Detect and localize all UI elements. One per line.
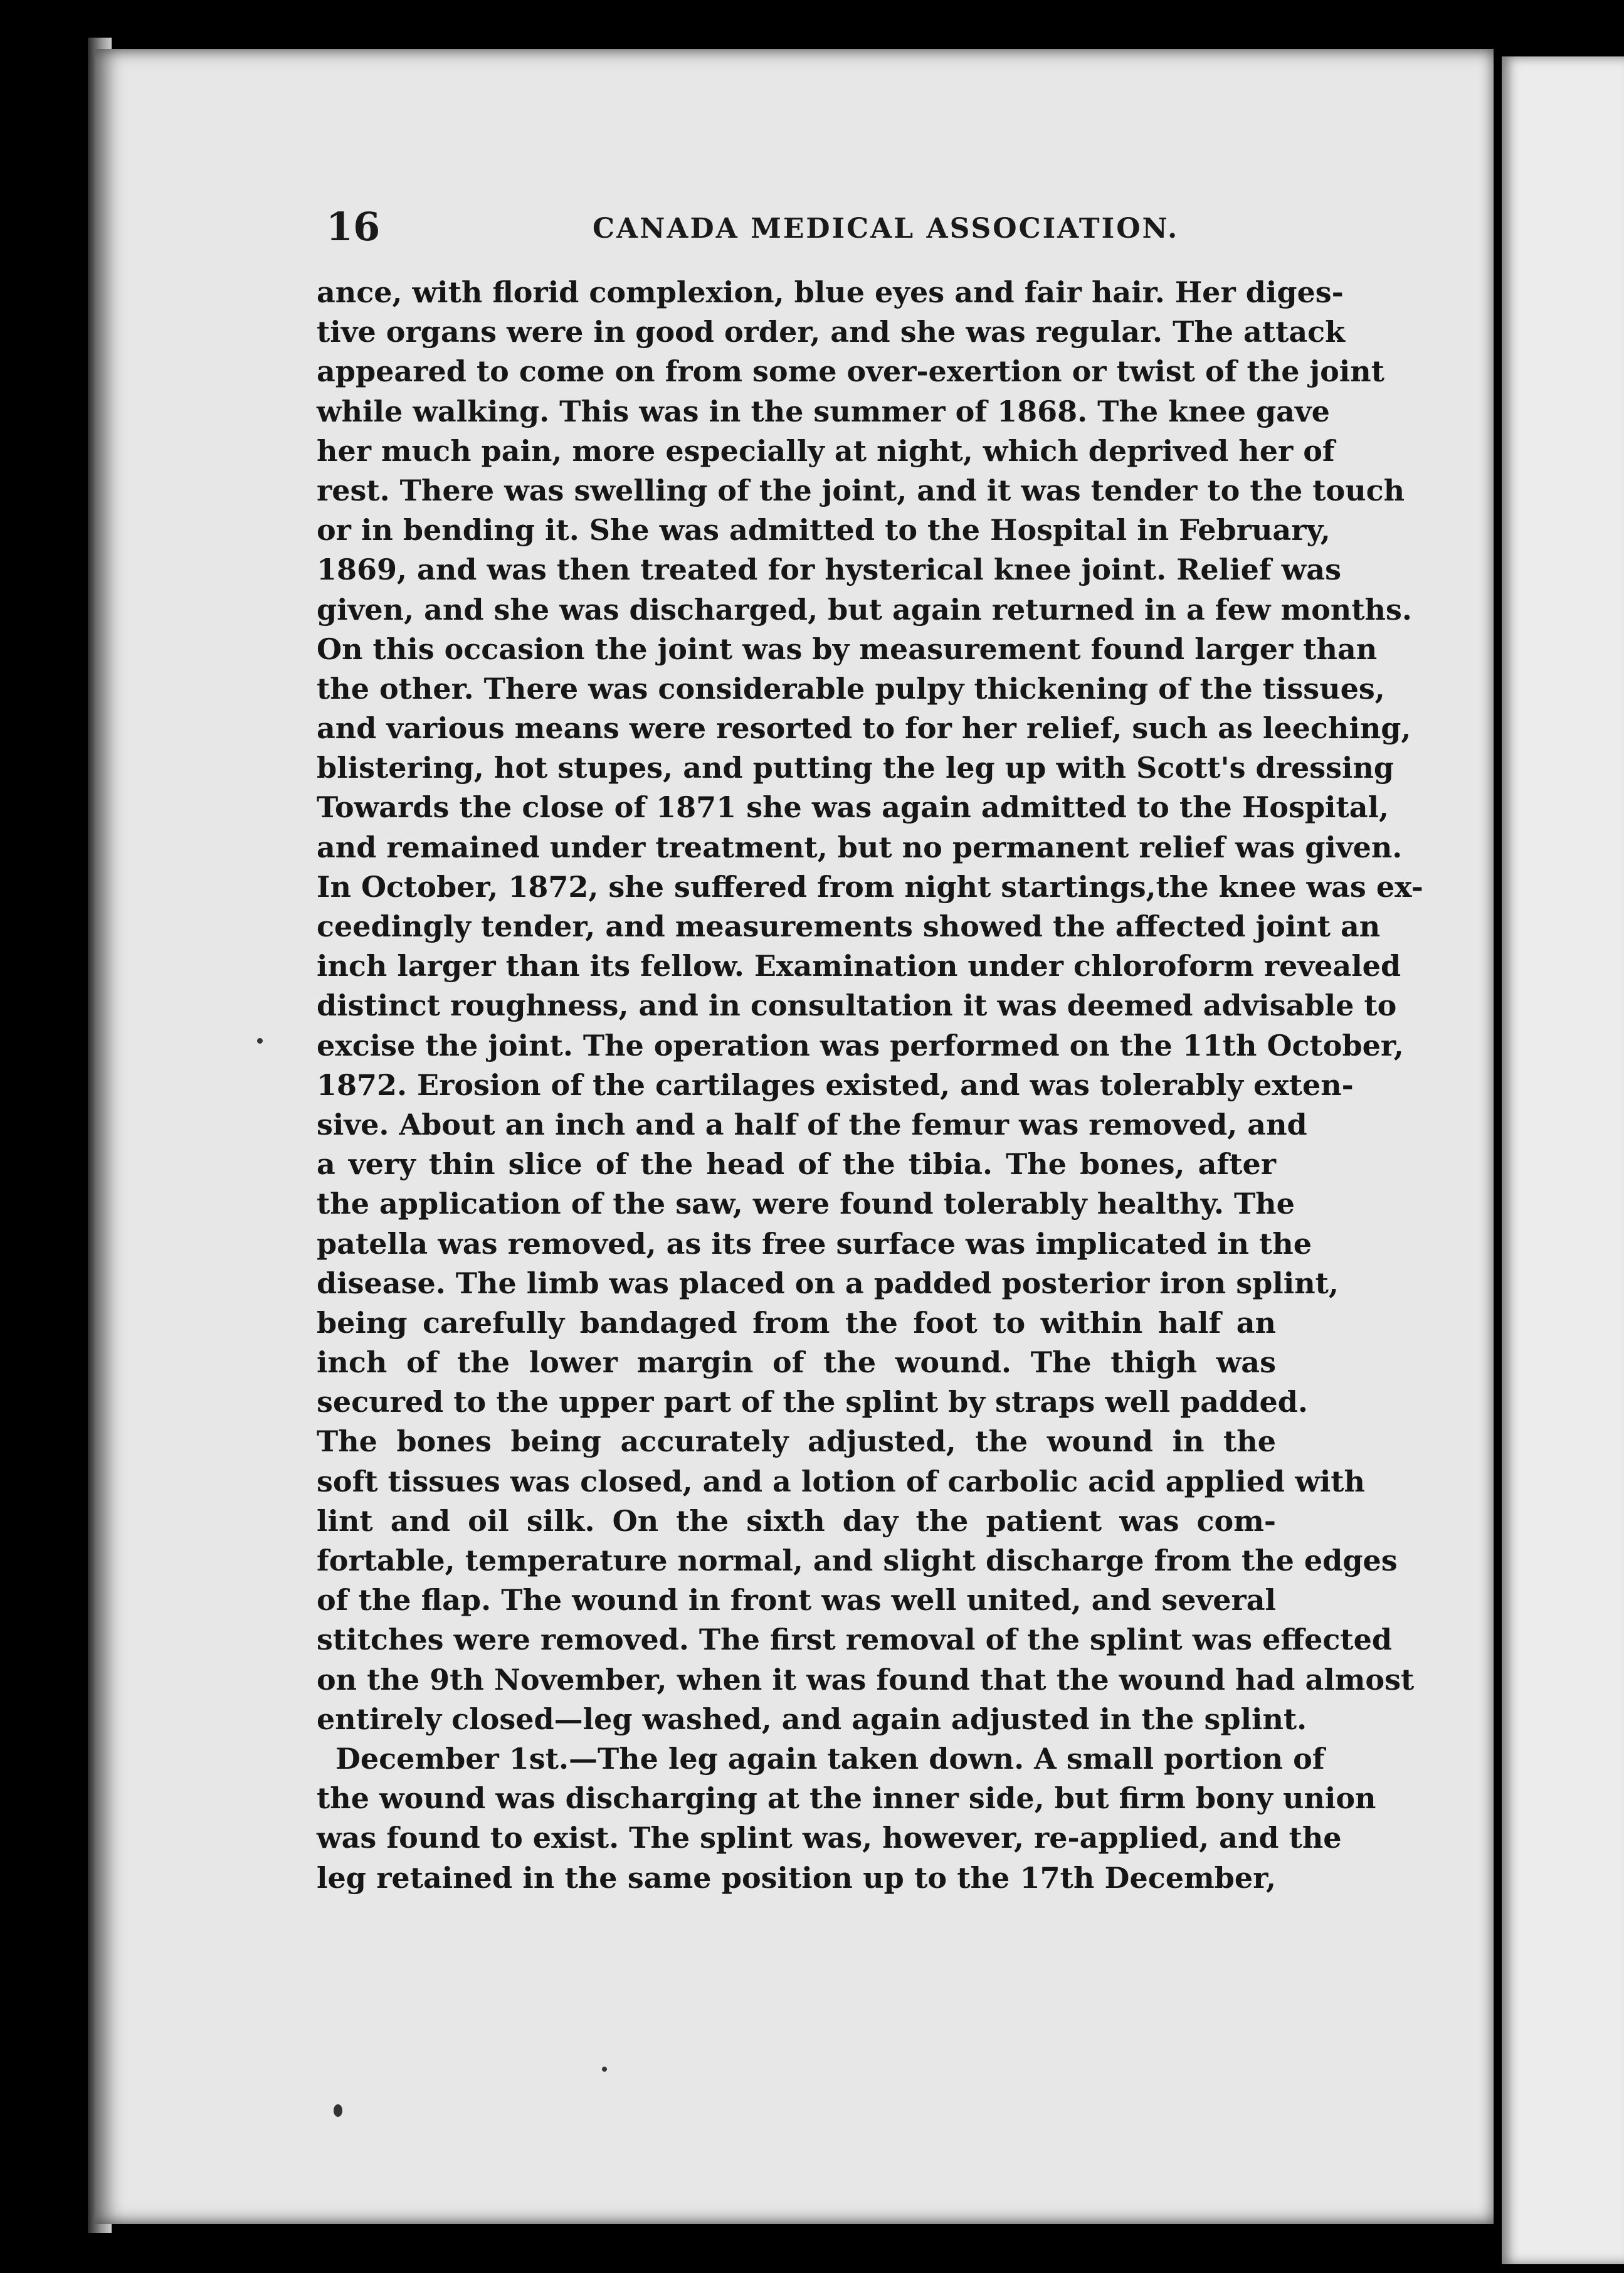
text-line: stitches were removed. The first removal of the splint was effected — [317, 1623, 1393, 1657]
text-line: or in bending it. She was admitted to the Hospital in February, — [317, 513, 1331, 548]
text-line: while walking. This was in the summer of 1868. The knee gave — [317, 394, 1330, 428]
running-head-title: CANADA MEDICAL ASSOCIATION. — [593, 213, 1179, 245]
ink-speck — [334, 2104, 342, 2117]
text-line: the application of the saw, were found tolerably healthy. The — [317, 1187, 1295, 1221]
text-line: Towards the close of 1871 she was again admitted to the Hospital, — [317, 790, 1389, 825]
text-line: entirely closed—leg washed, and again adjusted in the splint. — [317, 1702, 1307, 1736]
text-line: her much pain, more especially at night, which deprived her of — [317, 433, 1335, 468]
text-line: was found to exist. The splint was, however, re-applied, and the — [317, 1821, 1342, 1855]
text-line: distinct roughness, and in consultation it was deemed advisable to — [317, 988, 1397, 1023]
text-line: ceedingly tender, and measurements showed the affected joint an — [317, 909, 1381, 943]
ink-speck — [602, 2067, 607, 2072]
text-line: secured to the upper part of the splint by straps well padded. — [317, 1385, 1308, 1419]
text-line: excise the joint. The operation was performed on the 11th October, — [317, 1028, 1404, 1062]
text-line: and various means were resorted to for her relief, such as leeching, — [317, 711, 1411, 746]
text-line: leg retained in the same position up to the 17th December, — [317, 1860, 1276, 1895]
text-line: sive. About an inch and a half of the femur was removed, and — [317, 1107, 1307, 1142]
text-line: on the 9th November, when it was found that the wound had almost — [317, 1662, 1415, 1697]
text-line: being carefully bandaged from the foot to within half an — [317, 1305, 1276, 1340]
text-line: of the flap. The wound in front was well united, and several — [317, 1583, 1276, 1618]
body-text — [317, 273, 1423, 1898]
text-line: fortable, temperature normal, and slight discharge from the edges — [317, 1544, 1398, 1577]
text-line: blistering, hot stupes, and putting the leg up with Scott's dressing — [317, 751, 1395, 785]
text-line: 1872. Erosion of the cartilages existed, and was tolerably exten- — [317, 1068, 1354, 1102]
text-line: the other. There was considerable pulpy thickening of the tissues, — [317, 671, 1385, 706]
text-line: The bones being accurately adjusted, the wound in the — [317, 1424, 1276, 1459]
text-line: In October, 1872, she suffered from night startings,the knee was ex- — [317, 869, 1423, 904]
text-line: December 1st.—The leg again taken down. A small portion of — [335, 1741, 1325, 1776]
text-line: a very thin slice of the head of the tibia. The bones, after — [317, 1147, 1276, 1182]
text-line: and remained under treatment, but no permanent relief was given. — [317, 830, 1403, 864]
text-line: appeared to come on from some over-exertion or twist of the joint — [317, 354, 1384, 389]
text-line: patella was removed, as its free surface was implicated in the — [317, 1226, 1312, 1261]
text-line: the wound was discharging at the inner side, but firm bony union — [317, 1781, 1376, 1816]
text-line: 1869, and was then treated for hysterical knee joint. Relief was — [317, 553, 1341, 587]
facing-page-edge — [1502, 56, 1624, 2264]
text-line: On this occasion the joint was by measurement found larger than — [317, 632, 1378, 666]
running-head — [326, 204, 1517, 260]
text-line: ance, with florid complexion, blue eyes and fair hair. Her diges- — [317, 275, 1344, 309]
text-line: disease. The limb was placed on a padded posterior iron splint, — [317, 1266, 1339, 1300]
text-line: inch of the lower margin of the wound. The thigh was — [317, 1345, 1276, 1380]
text-line: inch larger than its fellow. Examination under chloroform revealed — [317, 949, 1401, 983]
text-line: given, and she was discharged, but again returned in a few months. — [317, 592, 1412, 627]
text-line: rest. There was swelling of the joint, and it was tender to the touch — [317, 473, 1405, 507]
text-line: lint and oil silk. On the sixth day the patient was com- — [317, 1503, 1276, 1538]
text-line: tive organs were in good order, and she was regular. The attack — [317, 315, 1346, 349]
page-number: 16 — [326, 204, 381, 250]
ink-speck — [257, 1038, 263, 1044]
text-line: soft tissues was closed, and a lotion of carbolic acid applied with — [317, 1464, 1365, 1498]
